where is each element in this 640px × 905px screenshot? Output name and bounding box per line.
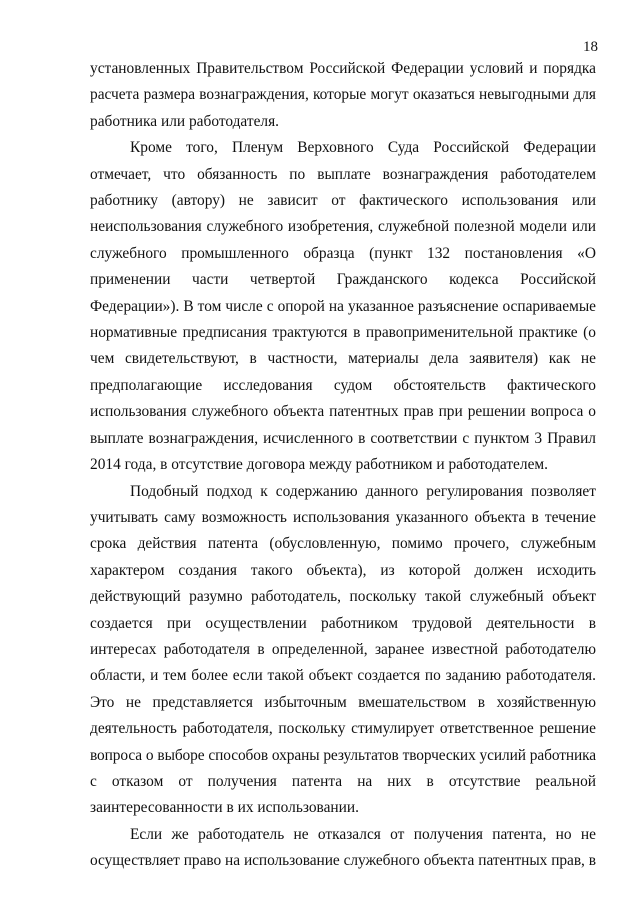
text-line: вопроса о выборе способов охраны результатов творческих усилий работника	[90, 746, 596, 764]
paragraph-2	[90, 135, 596, 478]
text-line: интересах работодателя в определенной, заранее известной работодателю	[90, 640, 596, 658]
paragraph-4	[90, 822, 596, 875]
text-line: срока действия патента (обусловленную, помимо прочего, служебным	[90, 535, 596, 553]
text-line: заинтересованности в их использовании.	[90, 799, 359, 817]
text-line: учитывать саму возможность использования указанного объекта в течение	[90, 508, 596, 526]
text-line: Если же работодатель не отказался от получения патента, но не	[130, 825, 596, 843]
text-line: с отказом от получения патента на них в отсутствие реальной	[90, 772, 596, 790]
text-line: Кроме того, Пленум Верховного Суда Российской Федерации	[130, 139, 596, 157]
text-line: 2014 года, в отсутствие договора между работником и работодателем.	[90, 456, 548, 474]
text-line: применении части четвертой Гражданского кодекса Российской	[90, 271, 596, 289]
body-text	[90, 56, 596, 875]
text-line: Подобный подход к содержанию данного регулирования позволяет	[130, 482, 596, 500]
text-line: использования служебного объекта патентных прав при решении вопроса о	[90, 403, 596, 421]
text-line: Федерации»). В том числе с опорой на указанное разъяснение оспариваемые	[90, 297, 596, 315]
text-line: неиспользования служебного изобретения, служебной полезной модели или	[90, 218, 596, 236]
text-line: работнику (автору) не зависит от фактического использования или	[90, 192, 596, 210]
text-line: отмечает, что обязанность по выплате вознаграждения работодателем	[90, 165, 596, 183]
text-line: работника или работодателя.	[90, 112, 280, 130]
text-line: Это не представляется избыточным вмешательством в хозяйственную	[90, 693, 596, 711]
text-line: предполагающие исследования судом обстоятельств фактического	[90, 376, 596, 394]
text-line: осуществляет право на использование служебного объекта патентных прав, в	[90, 852, 596, 870]
text-line: служебного промышленного образца (пункт 132 постановления «О	[90, 244, 596, 262]
paragraph-3	[90, 479, 596, 822]
text-line: выплате вознаграждения, исчисленного в соответствии с пунктом 3 Правил	[90, 429, 596, 447]
text-line: создается при осуществлении работником трудовой деятельности в	[90, 614, 596, 632]
text-line: установленных Правительством Российской Федерации условий и порядка	[90, 60, 596, 77]
text-line: чем свидетельствуют, в частности, материалы дела заявителя) как не	[90, 350, 596, 368]
text-line: области, и тем более если такой объект создается по заданию работодателя.	[90, 667, 596, 685]
page-number: 18	[583, 39, 598, 55]
text-line: расчета размера вознаграждения, которые могут оказаться невыгодными для	[90, 86, 596, 104]
text-line: нормативные предписания трактуются в правоприменительной практике (о	[90, 324, 596, 342]
paragraph-1	[90, 56, 596, 135]
text-line: характером создания такого объекта), из которой должен исходить	[90, 561, 596, 579]
text-line: действующий разумно работодатель, поскольку такой служебный объект	[90, 588, 596, 606]
text-line: деятельность работодателя, поскольку стимулирует ответственное решение	[90, 720, 596, 738]
